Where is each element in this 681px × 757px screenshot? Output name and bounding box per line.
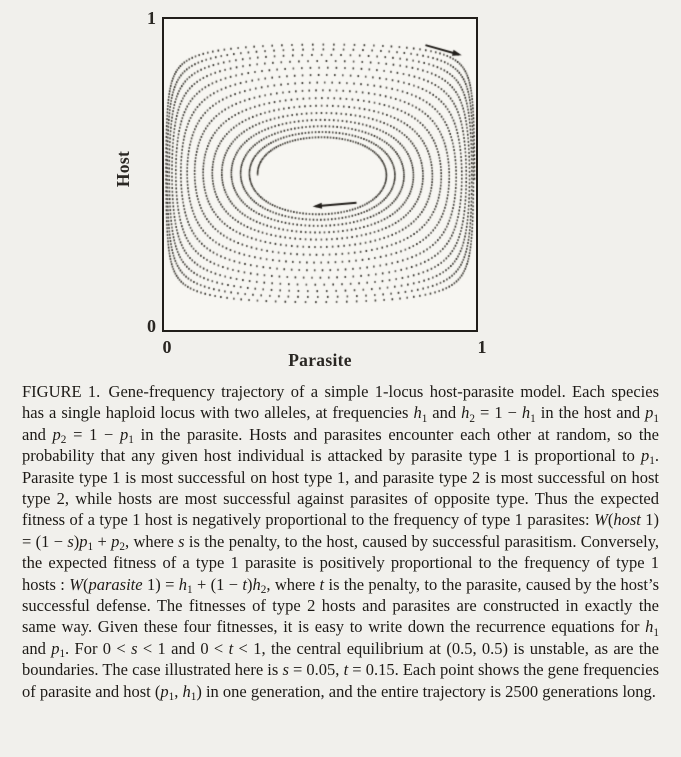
x-axis-tick-1: 1 xyxy=(477,337,487,357)
y-axis-tick-0: 0 xyxy=(147,316,156,336)
y-axis-tick-1: 1 xyxy=(147,8,156,28)
trajectory-canvas xyxy=(164,19,476,330)
figure-caption-text: FIGURE 1. Gene-frequency trajectory of a simple 1-locus host-parasite model. Each species has a single haploid locus with two alleles, at frequencies $h_1$ and $h_2 = 1 - h_1$ in the host and $p_1$ and $p_2 = 1 - p_1$ in the parasite. Hosts and parasites encounter each other at random, so the probability that any given host individual is attacked by parasite type 1 is proportional to $p_1$. Parasite type 1 is most successful on host type 1, and parasite type 2 is most successful on host type 2, while hosts are most successful against parasites of opposite type. Thus the expected fitness of a type 1 host is negatively proportional to the frequency of type 1 parasites: W(host $1) = (1 - s)p_1 + p_2$, where s is the penalty, to the host, caused by successful parasitism. Conversely, the expected fitness of a type 1 parasite is positively proportional to the frequency of type 1 hosts : W(parasite $1) = h_1 + (1 - t)h_2$, where t is the penalty, to the parasite, caused by the host’s successful defense. The fitnesses of type 2 hosts and parasites are constructed in exactly the same way. Given these four fitnesses, it is easy to write down the recurrence equations for $h_1$ and $p_1$. For 0 < s < 1 and 0 < t < 1, the central equilibrium at (0.5, 0.5) is unstable, as are the boundaries. The case illustrated here is s = 0.05, t = 0.15. Each point shows the gene frequencies of parasite and host ($p_1$, $h_1$) in one generation, and the entire trajectory is 2500 generations long. xyxy=(22,382,660,703)
y-axis-label: Host xyxy=(113,150,133,188)
x-axis-label: Parasite xyxy=(288,350,352,370)
plot-frame xyxy=(162,17,478,332)
x-axis-tick-0: 0 xyxy=(162,337,172,357)
